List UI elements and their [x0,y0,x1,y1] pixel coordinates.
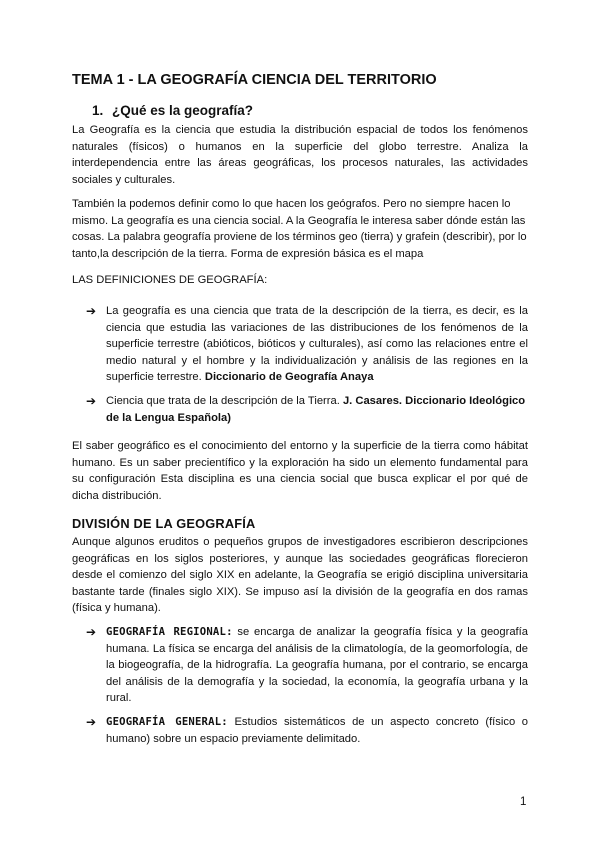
division-text: Estudios sistemáticos de un aspecto concreto (físico o humano) sobre un espacio previamente delimitado. [106,716,528,745]
division-item-general [86,714,528,747]
paragraph-geographic-knowledge: El saber geográfico es el conocimiento del entorno y la superficie de la tierra como hábitat humano. Es un saber precientífico y la exploración ha sido un elemento fundamental para su configuración Esta disciplina es una ciencia social que busca explicar el por qué de dicha distribución. [72,440,528,502]
division-heading: DIVISIÓN DE LA GEOGRAFÍA [72,516,256,531]
definition-source: Diccionario de Geografía Anaya [204,371,374,383]
definition-item-2 [86,393,528,426]
arrow-bullet-icon: ➔ [86,625,97,639]
division-label: GEOGRAFÍA REGIONAL: [106,626,233,638]
division-text: se encarga de analizar la geografía física y la geografía humana. La física se encarga del análisis de la climatología, de la geomorfología, de la biogeografía, de la hidrografía. La geografía humana, por el contrario, se encarga del análisis de la demografía y la sociedad, la economía, la geografía urbana y la rural. [106,626,528,704]
paragraph-geographers: También la podemos definir como lo que hacen los geógrafos. Pero no siempre hacen lo mismo. La geografía es una ciencia social. A la Geografía le interesa saber dónde están las cosas. La palabra geografía proviene de los términos geo (tierra) y grafein (describir), por lo tanto,la descripción de la tierra. Forma de expresión básica es el mapa [72,198,527,260]
division-label: GEOGRAFÍA GENERAL: [106,716,228,728]
page-number: 1 [520,796,527,808]
definition-item-1 [86,303,528,386]
section-title: ¿Qué es la geografía? [112,103,254,118]
definitions-heading: LAS DEFINICIONES DE GEOGRAFÍA: [72,274,268,286]
page-title: TEMA 1 - LA GEOGRAFÍA CIENCIA DEL TERRITORIO [72,72,437,88]
definition-text: Ciencia que trata de la descripción de la Tierra. [106,395,340,407]
paragraph-division-intro: Aunque algunos eruditos o pequeños grupos de investigadores escribieron descripciones geográficas en los siglos posteriores, y aunque las sociedades geográficas florecieron desde el comienzo del siglo XIX en adelante, la Geografía se erigió disciplina universitaria bastante tarde (finales siglo XIX). Se impuso así la división de la geografía en dos ramas (física y humana). [72,536,528,614]
division-item-regional [86,624,528,707]
paragraph-definition: La Geografía es la ciencia que estudia la distribución espacial de todos los fenómenos naturales (físicos) o humanos en la superficie del globo terrestre. Analiza la interdependencia entre las áreas geográficas, los procesos naturales, las actividades sociales y culturales. [72,124,528,186]
section-number: 1. [92,103,104,118]
arrow-bullet-icon: ➔ [86,304,97,318]
arrow-bullet-icon: ➔ [86,394,97,408]
definition-text: La geografía es una ciencia que trata de la descripción de la tierra, es decir, es la ciencia que estudia las variaciones de las distribuciones de los fenómenos de la superficie terrestre (abióticos, bióticos y culturales), así como las relaciones entre el medio natural y el hombre y la individualización y análisis de las regiones en la superficie terrestre. [106,305,528,383]
definition-source: J. Casares. Diccionario Ideológico de la Lengua Española) [106,395,526,424]
arrow-bullet-icon: ➔ [86,715,97,729]
section-heading [92,103,253,118]
